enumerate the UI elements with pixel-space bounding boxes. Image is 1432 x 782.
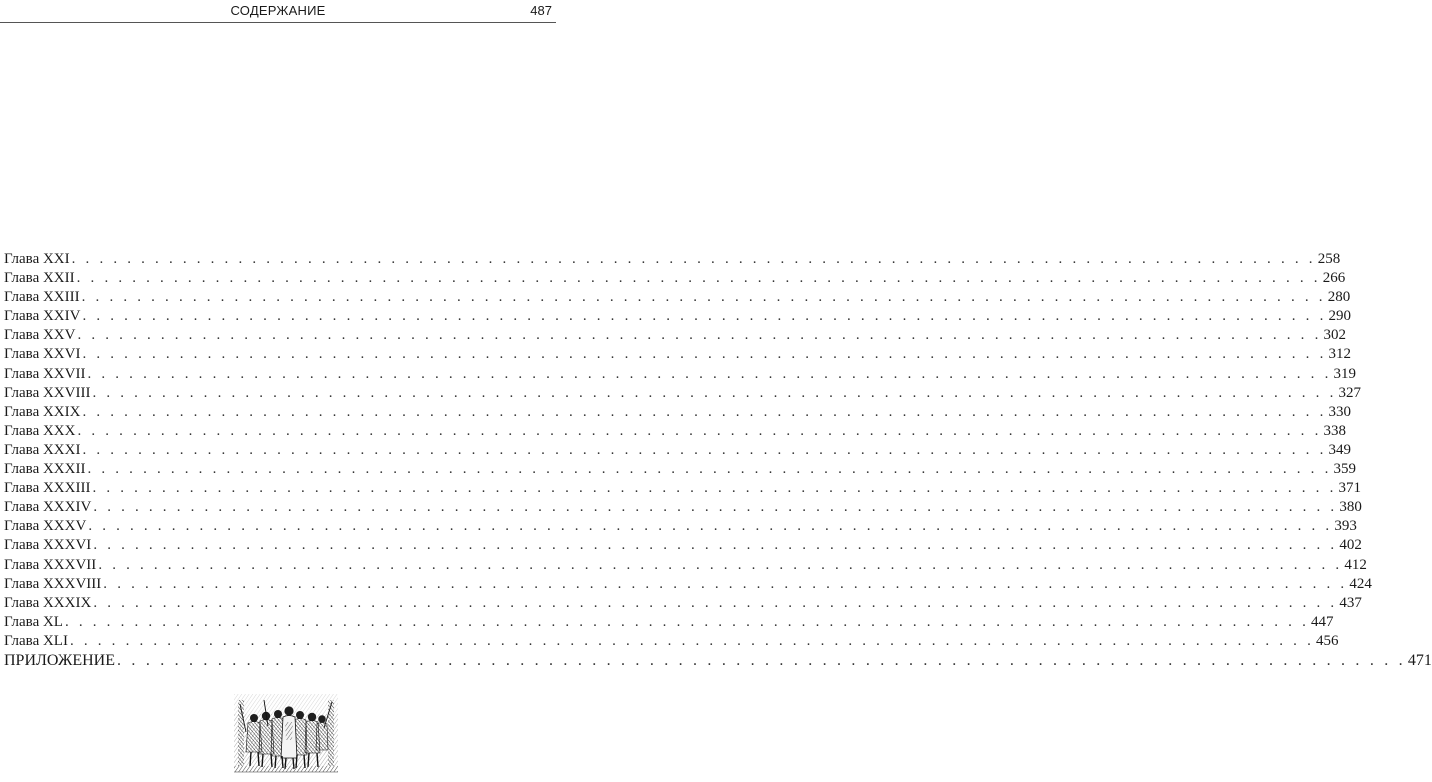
toc-entry-page: 302	[1323, 327, 1347, 344]
dot-leader: . . . . . . . . . . . . . . . . . . . . . . . . . . . . . . . . . . . . . . . . . . . . . . . . . . . . . . . . . . . . . . . . . . . . . . . . . . . . . . . . . . . . . . . . . .	[69, 632, 1315, 649]
dot-leader: . . . . . . . . . . . . . . . . . . . . . . . . . . . . . . . . . . . . . . . . . . . . . . . . . . . . . . . . . . . . . . . . . . . . . . . . . . . . . . . . . . . . . . . . . .	[88, 518, 1333, 535]
toc-entry-title: Глава XXXVI	[4, 537, 92, 554]
toc-entry-page: 290	[1328, 308, 1352, 325]
toc-entry	[4, 479, 1362, 498]
toc-entry-page: 312	[1328, 346, 1352, 363]
dot-leader: . . . . . . . . . . . . . . . . . . . . . . . . . . . . . . . . . . . . . . . . . . . . . . . . . . . . . . . . . . . . . . . . . . . . . . . . . . . . . . . . . . . . . . . . . .	[64, 613, 1310, 630]
toc-entry-title: Глава XXII	[4, 270, 75, 287]
toc-entry-title: Глава XXIX	[4, 403, 81, 420]
toc-entry	[4, 651, 1432, 670]
toc-entry-page: 327	[1338, 384, 1362, 401]
toc-entry-title: Глава XXXIX	[4, 594, 92, 611]
toc-entry-page: 380	[1339, 499, 1362, 516]
dot-leader: . . . . . . . . . . . . . . . . . . . . . . . . . . . . . . . . . . . . . . . . . . . . . . . . . . . . . . . . . . . . . . . . . . . . . . . . . . . . . . . . . . . . . . . . . .	[82, 403, 1327, 420]
toc-entry	[4, 517, 1357, 536]
toc-entry	[4, 498, 1362, 517]
section-title: СОДЕРЖАНИЕ	[230, 3, 326, 18]
toc-entry	[4, 288, 1351, 307]
dot-leader: . . . . . . . . . . . . . . . . . . . . . . . . . . . . . . . . . . . . . . . . . . . . . . . . . . . . . . . . . . . . . . . . . . . . . . . . . . . . . . . . . . . . . . . . . .	[81, 289, 1326, 306]
page-number: 487	[530, 3, 552, 18]
toc-entry-title: Глава XXVI	[4, 346, 81, 363]
dot-leader: . . . . . . . . . . . . . . . . . . . . . . . . . . . . . . . . . . . . . . . . . . . . . . . . . . . . . . . . . . . . . . . . . . . . . . . . . . . . . . . . . . . . . . . . . .	[103, 575, 1348, 592]
toc-entry	[4, 422, 1347, 441]
toc-entry-page: 424	[1349, 575, 1372, 592]
toc-entry	[4, 556, 1367, 575]
toc-entry-title: Глава XXX	[4, 422, 76, 439]
toc-entry	[4, 575, 1372, 594]
toc-entry-title: Глава XXI	[4, 251, 70, 267]
toc-entry	[4, 594, 1362, 613]
toc-entry-title: Глава XXV	[4, 327, 76, 344]
toc-entry-page: 349	[1328, 441, 1352, 458]
dot-leader: . . . . . . . . . . . . . . . . . . . . . . . . . . . . . . . . . . . . . . . . . . . . . . . . . . . . . . . . . . . . . . . . . . . . . . . . . . . . . . . . . . . . . . . . . .	[98, 556, 1343, 573]
toc-entry-title: Глава XXIV	[4, 308, 81, 325]
engraving-vignette-icon	[232, 692, 340, 776]
dot-leader: . . . . . . . . . . . . . . . . . . . . . . . . . . . . . . . . . . . . . . . . . . . . . . . . . . . . . . . . . . . . . . . . . . . . . . . . . . . . . . . . . . . . . . . . . .	[77, 422, 1322, 439]
toc-entry-title: Глава XXVIII	[4, 384, 91, 401]
dot-leader: . . . . . . . . . . . . . . . . . . . . . . . . . . . . . . . . . . . . . . . . . . . . . . . . . . . . . . . . . . . . . . . . . . . . . . . . . . . . . . . . . . . . . . . . . .	[93, 537, 1338, 554]
toc-entry-page: 330	[1328, 403, 1352, 420]
toc-entry-title: Глава XXXI	[4, 441, 81, 458]
toc-entry-title: Глава XXIII	[4, 289, 80, 306]
toc-entry	[4, 536, 1362, 555]
toc-entry-page: 319	[1333, 365, 1357, 382]
toc-entry-title: Глава XLI	[4, 632, 68, 649]
dot-leader: . . . . . . . . . . . . . . . . . . . . . . . . . . . . . . . . . . . . . . . . . . . . . . . . . . . . . . . . . . . . . . . . . . . . . . . . . . . . . . . . . . . . . . . . . .	[93, 499, 1338, 516]
toc-entry-title: Глава XXXVIII	[4, 575, 102, 592]
dot-leader: . . . . . . . . . . . . . . . . . . . . . . . . . . . . . . . . . . . . . . . . . . . . . . . . . . . . . . . . . . . . . . . . . . . . . . . . . . . . . . . . . . . . . . . . . .	[87, 461, 1332, 478]
toc-entry	[4, 613, 1334, 632]
toc-entry	[4, 365, 1357, 384]
toc-entry-page: 393	[1334, 518, 1357, 535]
dot-leader: . . . . . . . . . . . . . . . . . . . . . . . . . . . . . . . . . . . . . . . . . . . . . . . . . . . . . . . . . . . . . . . . . . . . . . . . . . . . . . . . . . . . . . . . . .	[92, 480, 1337, 497]
toc-entry-page: 456	[1316, 632, 1339, 649]
toc-entry	[4, 403, 1352, 422]
toc-entry-title: Глава XXVII	[4, 365, 86, 382]
toc-entry	[4, 384, 1362, 403]
toc-entry	[4, 345, 1352, 364]
toc-entry-title: Глава XXXII	[4, 461, 86, 478]
toc-entry-title: Глава XL	[4, 613, 63, 630]
toc-entry-page: 437	[1339, 594, 1362, 611]
dot-leader: . . . . . . . . . . . . . . . . . . . . . . . . . . . . . . . . . . . . . . . . . . . . . . . . . . . . . . . . . . . . . . . . . . . . . . . . . . . . . . . . . . . . . . . . . .	[82, 308, 1327, 325]
toc-entry-page: 471	[1407, 651, 1432, 669]
dot-leader: . . . . . . . . . . . . . . . . . . . . . . . . . . . . . . . . . . . . . . . . . . . . . . . . . . . . . . . . . . . . . . . . . . . . . . . . . . . . . . . . . . . . . . . . . .	[92, 384, 1337, 401]
toc-entry-title: Глава XXXVII	[4, 556, 97, 573]
dot-leader: . . . . . . . . . . . . . . . . . . . . . . . . . . . . . . . . . . . . . . . . . . . . . . . . . . . . . . . . . . . . . . . . . . . . . . . . . . . . . . . . . . . . . . . . . .	[82, 346, 1327, 363]
toc-entry-title: ПРИЛОЖЕНИЕ	[4, 651, 116, 669]
toc-entry-page: 338	[1323, 422, 1347, 439]
dot-leader: . . . . . . . . . . . . . . . . . . . . . . . . . . . . . . . . . . . . . . . . . . . . . . . . . . . . . . . . . . . . . . . . . . . . . . . . . . . . . . . . . . . . . . . . . .	[82, 441, 1327, 458]
toc-entry-page: 371	[1338, 480, 1362, 497]
toc-entry	[4, 250, 1341, 269]
toc-entry-page: 402	[1339, 537, 1362, 554]
toc-entry-title: Глава XXXIII	[4, 480, 91, 497]
toc-entry	[4, 269, 1346, 288]
dot-leader: . . . . . . . . . . . . . . . . . . . . . . . . . . . . . . . . . . . . . . . . . . . . . . . . . . . . . . . . . . . . . . . . . . . . . . . . . . . . . . . . . . . . . . . . . .	[76, 270, 1321, 287]
toc-entry-page: 447	[1311, 613, 1334, 630]
dot-leader: . . . . . . . . . . . . . . . . . . . . . . . . . . . . . . . . . . . . . . . . . . . . . . . . . . . . . . . . . . . . . . . . . . . . . . . . . . . . . . . . . . . . . . . . . .	[93, 594, 1338, 611]
toc-entry-page: 359	[1333, 461, 1357, 478]
toc-entry-title: Глава XXXIV	[4, 499, 92, 516]
toc-entry-title: Глава XXXV	[4, 518, 87, 535]
toc-entry	[4, 307, 1352, 326]
running-header	[0, 0, 556, 23]
toc-entry	[4, 326, 1347, 345]
table-of-contents	[4, 250, 1432, 670]
dot-leader: . . . . . . . . . . . . . . . . . . . . . . . . . . . . . . . . . . . . . . . . . . . . . . . . . . . . . . . . . . . . . . . . . . . . . . . . . . . . . . . . . . . . . . . . . .	[71, 251, 1316, 267]
dot-leader: . . . . . . . . . . . . . . . . . . . . . . . . . . . . . . . . . . . . . . . . . . . . . . . . . . . . . . . . . . . . . . . . . . . . . . . . . . . . . . . . . . . . . . . . . .	[87, 365, 1332, 382]
dot-leader: . . . . . . . . . . . . . . . . . . . . . . . . . . . . . . . . . . . . . . . . . . . . . . . . . . . . . . . . . . . . . . . . . . . . . . . . . . . . . . . . . . . . . . . . . .	[117, 651, 1406, 669]
toc-entry-page: 280	[1327, 289, 1351, 306]
toc-entry-page: 412	[1344, 556, 1367, 573]
toc-entry	[4, 632, 1339, 651]
dot-leader: . . . . . . . . . . . . . . . . . . . . . . . . . . . . . . . . . . . . . . . . . . . . . . . . . . . . . . . . . . . . . . . . . . . . . . . . . . . . . . . . . . . . . . . . . .	[77, 327, 1322, 344]
toc-entry-page: 258	[1317, 251, 1341, 267]
toc-entry-page: 266	[1322, 270, 1346, 287]
toc-entry	[4, 460, 1357, 479]
toc-entry	[4, 441, 1352, 460]
